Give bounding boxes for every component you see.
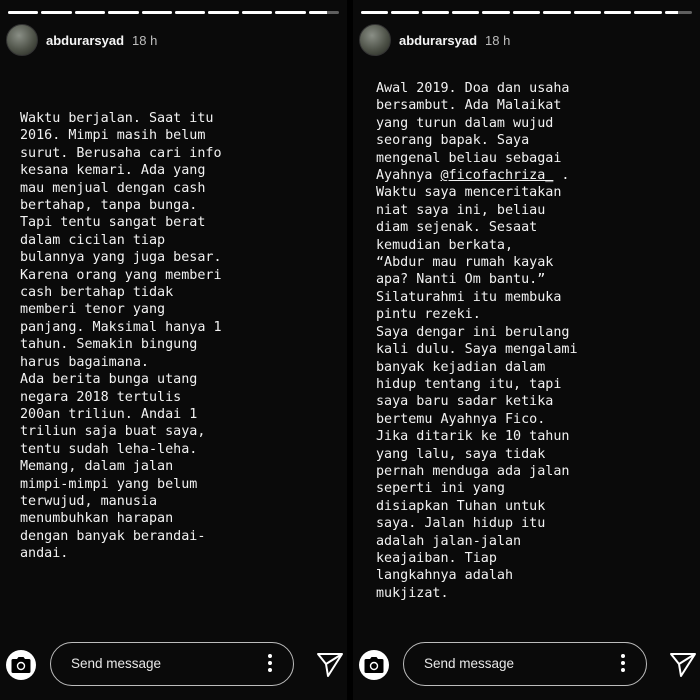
progress-fill — [242, 11, 272, 14]
progress-fill — [665, 11, 679, 14]
progress-fill — [275, 11, 305, 14]
progress-segment — [513, 11, 540, 14]
progress-fill — [142, 11, 172, 14]
send-icon[interactable] — [669, 652, 697, 678]
progress-fill — [482, 11, 509, 14]
progress-fill — [452, 11, 479, 14]
send-message-input[interactable] — [422, 655, 606, 672]
timestamp: 18 h — [132, 32, 158, 48]
avatar[interactable] — [359, 24, 391, 56]
message-box[interactable] — [403, 642, 647, 686]
progress-fill — [391, 11, 418, 14]
story-footer — [0, 642, 347, 688]
story-text — [376, 80, 578, 602]
story-progress-bar — [8, 11, 339, 14]
progress-segment — [275, 11, 305, 14]
progress-segment — [391, 11, 418, 14]
progress-segment — [543, 11, 570, 14]
progress-fill — [309, 11, 327, 14]
camera-icon[interactable] — [359, 650, 389, 680]
send-icon[interactable] — [316, 652, 344, 678]
progress-segment — [361, 11, 388, 14]
progress-segment — [604, 11, 631, 14]
story-footer — [353, 642, 700, 688]
story-text-part: Awal 2019. Doa dan usaha bersambut. Ada Malaikat yang turun dalam wujud seorang bapak. Saya mengenal beliau sebagai Ayahnya — [376, 81, 570, 184]
progress-segment — [309, 11, 339, 14]
progress-fill — [208, 11, 238, 14]
more-options-icon[interactable] — [620, 654, 626, 676]
progress-segment — [41, 11, 71, 14]
send-message-input[interactable] — [69, 655, 253, 672]
avatar[interactable] — [6, 24, 38, 56]
progress-segment — [208, 11, 238, 14]
story-panel-left[interactable] — [0, 0, 347, 700]
more-options-icon[interactable] — [267, 654, 273, 676]
mention-link[interactable]: @ficofachriza_ — [440, 168, 554, 184]
progress-fill — [604, 11, 631, 14]
progress-fill — [361, 11, 388, 14]
progress-segment — [482, 11, 509, 14]
progress-segment — [242, 11, 272, 14]
username[interactable]: abdurarsyad — [46, 32, 125, 48]
progress-fill — [422, 11, 449, 14]
progress-segment — [634, 11, 661, 14]
story-text-part: . Waktu saya menceritakan niat saya ini, beliau diam sejenak. Sesaat kemudian berkata, “Abdur mau rumah kayak apa? Nanti Om bantu.” Silaturahmi itu membuka pintu rezeki. Saya dengar ini berulang kali dulu. Saya mengalami banyak kejadian dalam hidup tentang itu, tapi saya baru sadar ketika bertemu Ayahnya Fico. Jika ditarik ke 10 tahun yang lalu, saya tidak pernah menduga ada jalan seperti ini yang disiapkan Tuhan untuk saya. Jalan hidup itu adalah jalan-jalan keajaiban. Tiap langkahnya adalah mukjizat. — [376, 168, 578, 601]
progress-segment — [75, 11, 105, 14]
progress-fill — [8, 11, 38, 14]
progress-fill — [41, 11, 71, 14]
progress-segment — [452, 11, 479, 14]
progress-fill — [574, 11, 601, 14]
progress-fill — [75, 11, 105, 14]
story-header — [359, 24, 510, 56]
progress-segment — [108, 11, 138, 14]
progress-segment — [8, 11, 38, 14]
progress-segment — [142, 11, 172, 14]
story-text: Waktu berjalan. Saat itu 2016. Mimpi masih belum surut. Berusaha cari info kesana kemari. Ada yang mau menjual dengan cash bertahap, tanpa bunga. Tapi tentu sangat berat dalam cicilan tiap bulannya yang juga besar. Karena orang yang memberi cash bertahap tidak memberi tenor yang panjang. Maksimal hanya 1 tahun. Semakin bingung harus bagaimana. Ada berita bunga utang negara 2018 tertulis 200an triliun. Andai 1 triliun saja buat saya, tentu sudah leha-leha. Memang, dalam jalan mimpi-mimpi yang belum terwujud, manusia menumbuhkan harapan dengan banyak berandai- andai. — [20, 111, 222, 562]
timestamp: 18 h — [485, 32, 511, 48]
progress-segment — [422, 11, 449, 14]
progress-fill — [543, 11, 570, 14]
progress-segment — [574, 11, 601, 14]
username[interactable]: abdurarsyad — [399, 32, 478, 48]
story-progress-bar — [361, 11, 692, 14]
story-panel-right[interactable] — [353, 0, 700, 700]
story-header — [6, 24, 157, 56]
camera-icon[interactable] — [6, 650, 36, 680]
progress-fill — [175, 11, 205, 14]
progress-segment — [175, 11, 205, 14]
progress-fill — [634, 11, 661, 14]
progress-fill — [108, 11, 138, 14]
progress-fill — [513, 11, 540, 14]
progress-segment — [665, 11, 692, 14]
message-box[interactable] — [50, 642, 294, 686]
